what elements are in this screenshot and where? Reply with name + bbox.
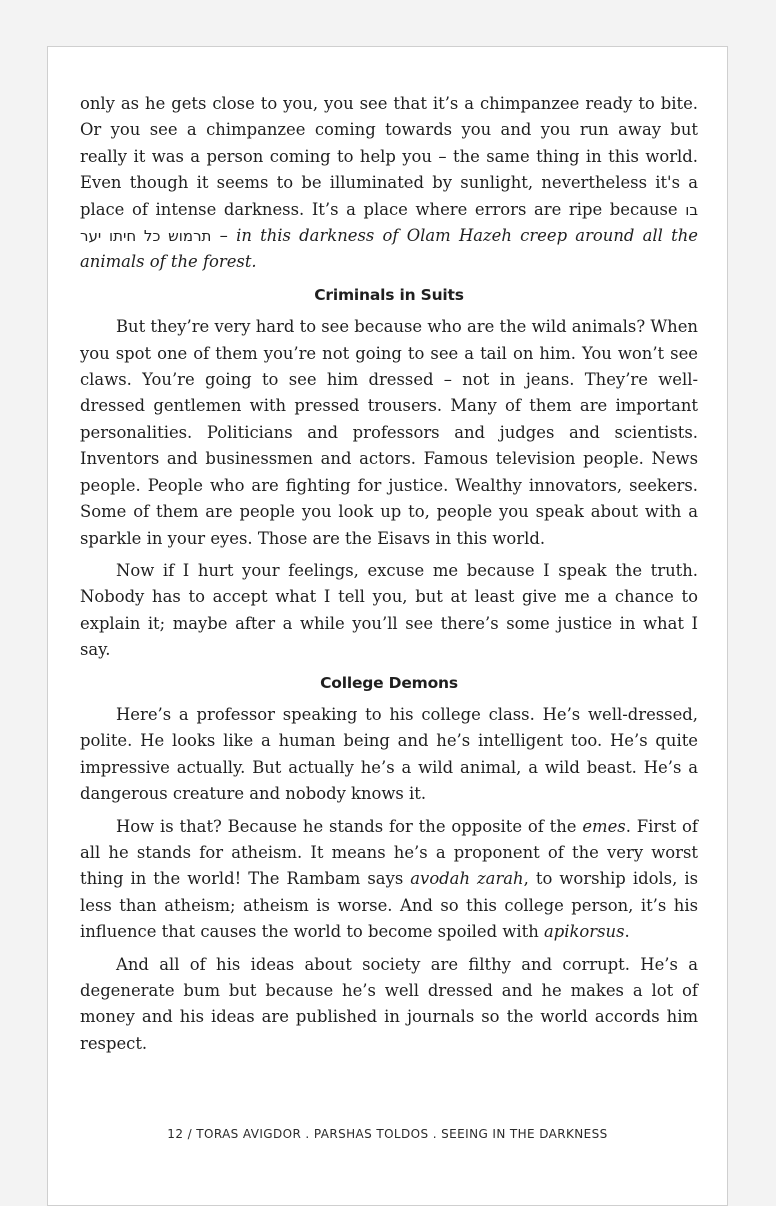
book-page [47, 46, 728, 1206]
paragraph-5-text-c: , to worship idols, is less than atheism; atheism is worse. And so this college person, it’s his influence that causes the world to become spoiled with [80, 869, 698, 942]
paragraph-5-text-a: How is that? Because he stands for the opposite of the [116, 816, 583, 836]
section-heading-college-demons: College Demons [320, 673, 458, 692]
hebrew-quote: בו תרמוש כל חיתו יער [80, 200, 698, 246]
term-emes: emes [582, 816, 626, 836]
term-avodah-zarah: avodah zarah [410, 869, 524, 889]
paragraph-6: And all of his ideas about society are filthy and corrupt. He’s a degenerate bum but because he’s well dressed and he makes a lot of money and his ideas are published in journals so the world accords him respect. [80, 954, 698, 1053]
paragraph-1 [80, 91, 698, 276]
paragraph-1-text: only as he gets close to you, you see that it’s a chimpanzee ready to bite. Or you see a chimpanzee coming towards you and you run away but really it was a person coming to help you – the same thing in this world. Even though it seems to be illuminated by sunlight, nevertheless it's a place of intense darkness. It’s a place where errors are ripe because [80, 94, 698, 219]
paragraph-5-text-b: . First of all he stands for atheism. It means he’s a proponent of the very worst thing in the world! The Rambam says [80, 816, 698, 889]
dash: – [211, 226, 237, 246]
term-apikorsus: apikorsus [543, 922, 625, 942]
paragraph-5 [80, 814, 698, 946]
paragraph-3: Now if I hurt your feelings, excuse me because I speak the truth. Nobody has to accept what I tell you, but at least give me a chance to explain it; maybe after a while you’ll see there’s some justice in what I say. [80, 560, 698, 660]
paragraph-4: Here’s a professor speaking to his college class. He’s well-dressed, polite. He looks like a human being and he’s intelligent too. He’s quite impressive actually. But actually he’s a wild animal, a wild beast. He’s a dangerous creature and nobody knows it. [80, 704, 698, 804]
page-footer: 12 / TORAS AVIGDOR . PARSHAS TOLDOS . SEEING IN THE DARKNESS [167, 1127, 608, 1141]
paragraph-5-text-d: . [624, 922, 630, 942]
paragraph-1-italic: in this darkness of Olam Hazeh creep around all the animals of the forest. [80, 226, 698, 272]
paragraph-2: But they’re very hard to see because who are the wild animals? When you spot one of them you’re not going to see a tail on him. You won’t see claws. You’re going to see him dressed – not in jeans. They’re well-dressed gentlemen with pressed trousers. Many of them are important personalities. Politicians and professors and judges and scientists. Inventors and businessmen and actors. Famous television people. News people. People who are fighting for justice. Wealthy innovators, seekers. Some of them are people you look up to, people you speak about with a sparkle in your eyes. Those are the Eisavs in this world. [80, 317, 698, 548]
page-body [80, 91, 698, 1063]
section-heading-criminals-in-suits: Criminals in Suits [314, 285, 464, 304]
